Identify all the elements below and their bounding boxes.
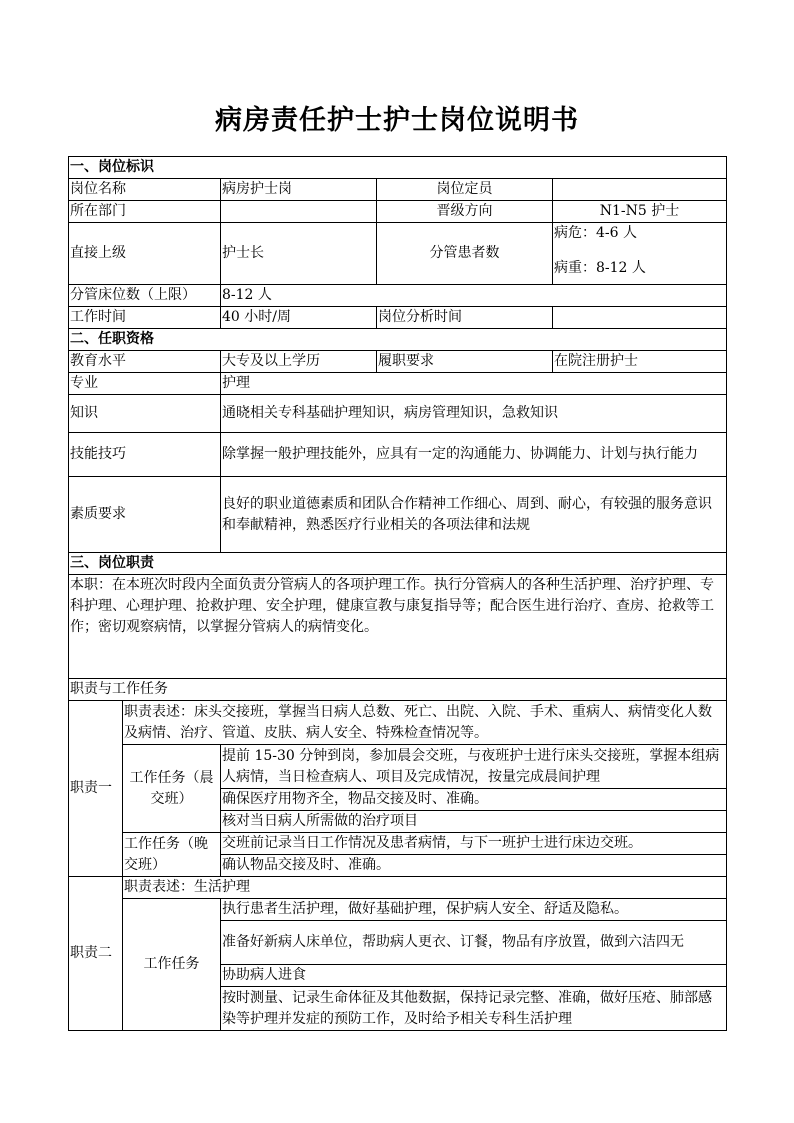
duty1-description: 职责表述：床头交接班，掌握当日病人总数、死亡、出院、入院、手术、重病人、病情变化人数及病情、治疗、管道、皮肤、病人安全、特殊检查情况等。 — [123, 701, 727, 745]
duty2-task-label: 工作任务 — [123, 899, 221, 1031]
quality-label: 素质要求 — [69, 477, 221, 553]
position-name-label: 岗位名称 — [69, 179, 221, 201]
duty2-task: 准备好新病人床单位，帮助病人更衣、订餐，物品有序放置，做到六洁四无 — [221, 921, 727, 965]
duties-tasks-label: 职责与工作任务 — [69, 679, 727, 701]
patients-label: 分管患者数 — [377, 223, 553, 285]
duty1-morning-task: 确保医疗用物齐全，物品交接及时、准确。 — [221, 789, 727, 811]
major-value: 护理 — [221, 373, 727, 395]
skills-value: 除掌握一般护理技能外，应具有一定的沟通能力、协调能力、计划与执行能力 — [221, 433, 727, 477]
duty2-task: 按时测量、记录生命体征及其他数据，保持记录完整、准确，做好压疮、肺部感染等护理并发症的预防工作，及时给予相关专科生活护理 — [221, 987, 727, 1031]
section-heading-identification: 一、岗位标识 — [69, 157, 727, 179]
duty2-label: 职责二 — [69, 877, 123, 1031]
analysis-value — [553, 307, 727, 329]
skills-label: 技能技巧 — [69, 433, 221, 477]
hours-label: 工作时间 — [69, 307, 221, 329]
promotion-value: N1-N5 护士 — [553, 201, 727, 223]
department-label: 所在部门 — [69, 201, 221, 223]
staffing-value — [553, 179, 727, 201]
duty2-description: 职责表述：生活护理 — [123, 877, 727, 899]
document-title: 病房责任护士护士岗位说明书 — [215, 105, 579, 136]
staffing-label: 岗位定员 — [377, 179, 553, 201]
knowledge-value: 通晓相关专科基础护理知识，病房管理知识，急救知识 — [221, 395, 727, 433]
beds-value: 8-12 人 — [221, 285, 727, 307]
superior-value: 护士长 — [221, 223, 377, 285]
duty1-evening-task: 交班前记录当日工作情况及患者病情，与下一班护士进行床边交班。 — [221, 833, 727, 855]
duty1-evening-task: 确认物品交接及时、准确。 — [221, 855, 727, 877]
knowledge-label: 知识 — [69, 395, 221, 433]
duty1-morning-task: 提前 15-30 分钟到岗，参加晨会交班，与夜班护士进行床头交接班，掌握本组病人病情，当日检查病人、项目及完成情况，按量完成晨间护理 — [221, 745, 727, 789]
major-label: 专业 — [69, 373, 221, 395]
duty2-task: 执行患者生活护理，做好基础护理，保护病人安全、舒适及隐私。 — [221, 899, 727, 921]
duty1-morning-label: 工作任务（晨交班） — [123, 745, 221, 833]
job-description-table — [68, 156, 727, 1031]
analysis-label: 岗位分析时间 — [377, 307, 553, 329]
patients-critical: 病危：4-6 人 — [554, 225, 637, 241]
position-name-value: 病房护士岗 — [221, 179, 377, 201]
promotion-label: 晋级方向 — [377, 201, 553, 223]
patients-severe: 病重：8-12 人 — [554, 260, 646, 276]
section-heading-duties: 三、岗位职责 — [69, 553, 727, 575]
section-heading-qualifications: 二、任职资格 — [69, 329, 727, 351]
requirement-value: 在院注册护士 — [553, 351, 727, 373]
department-value — [221, 201, 377, 223]
duty1-morning-task: 核对当日病人所需做的治疗项目 — [221, 811, 727, 833]
quality-value: 良好的职业道德素质和团队合作精神工作细心、周到、耐心，有较强的服务意识和奉献精神，熟悉医疗行业相关的各项法律和法规 — [221, 477, 727, 553]
duty1-label: 职责一 — [69, 701, 123, 877]
education-value: 大专及以上学历 — [221, 351, 377, 373]
hours-value: 40 小时/周 — [221, 307, 377, 329]
education-label: 教育水平 — [69, 351, 221, 373]
duty1-evening-label: 工作任务（晚交班） — [123, 833, 221, 877]
duties-summary: 本职：在本班次时段内全面负责分管病人的各项护理工作。执行分管病人的各种生活护理、治疗护理、专科护理、心理护理、抢救护理、安全护理，健康宣教与康复指导等；配合医生进行治疗、查房、抢救等工作；密切观察病情，以掌握分管病人的病情变化。 — [69, 575, 727, 679]
duty2-task: 协助病人进食 — [221, 965, 727, 987]
superior-label: 直接上级 — [69, 223, 221, 285]
patients-value — [553, 223, 727, 285]
requirement-label: 履职要求 — [377, 351, 553, 373]
beds-label: 分管床位数（上限） — [69, 285, 221, 307]
